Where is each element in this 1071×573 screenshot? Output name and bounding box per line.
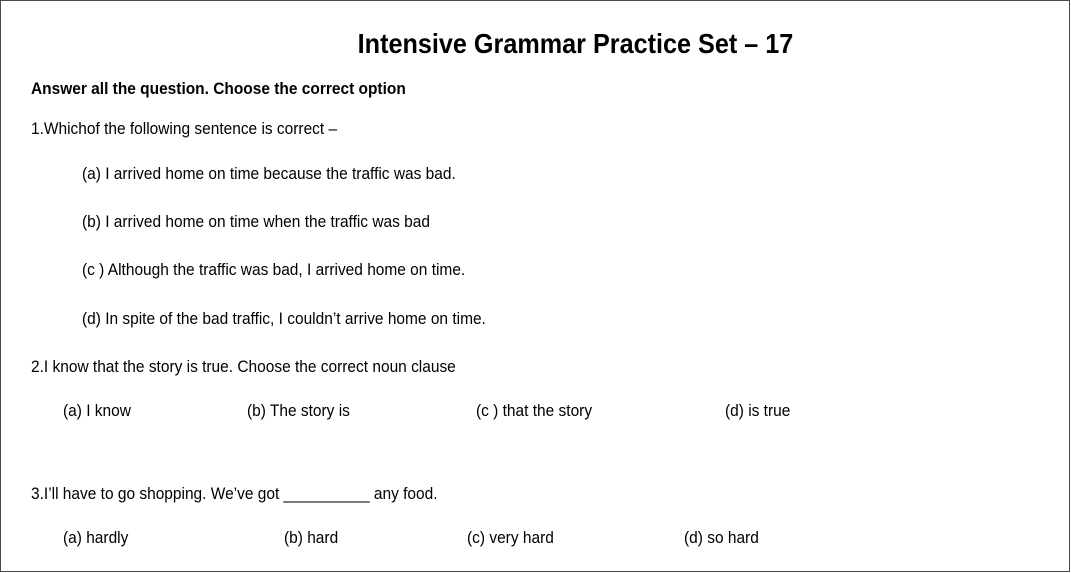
question-3-text: 3.I’ll have to go shopping. We’ve got __________ any food.: [31, 484, 438, 503]
question-1-option-c[interactable]: (c ) Although the traffic was bad, I arrived home on time.: [82, 260, 466, 279]
question-2-option-d[interactable]: (d) is true: [725, 401, 791, 420]
page-title: Intensive Grammar Practice Set – 17: [357, 28, 794, 59]
question-1-option-a[interactable]: (a) I arrived home on time because the traffic was bad.: [82, 164, 456, 183]
question-2-option-b[interactable]: (b) The story is: [247, 401, 350, 420]
question-2-option-c[interactable]: (c ) that the story: [476, 401, 593, 420]
question-2-text: 2.I know that the story is true. Choose the correct noun clause: [31, 357, 456, 376]
question-1-option-d[interactable]: (d) In spite of the bad traffic, I couldn’t arrive home on time.: [82, 309, 486, 328]
question-1-option-b[interactable]: (b) I arrived home on time when the traffic was bad: [82, 212, 430, 231]
question-3-option-c[interactable]: (c) very hard: [467, 528, 554, 547]
question-1-text: 1.Whichof the following sentence is correct –: [31, 119, 338, 138]
instruction-text: Answer all the question. Choose the correct option: [31, 79, 406, 98]
question-3-option-d[interactable]: (d) so hard: [684, 528, 759, 547]
question-3-option-b[interactable]: (b) hard: [284, 528, 339, 547]
question-2-option-a[interactable]: (a) I know: [63, 401, 131, 420]
question-3-option-a[interactable]: (a) hardly: [63, 528, 129, 547]
